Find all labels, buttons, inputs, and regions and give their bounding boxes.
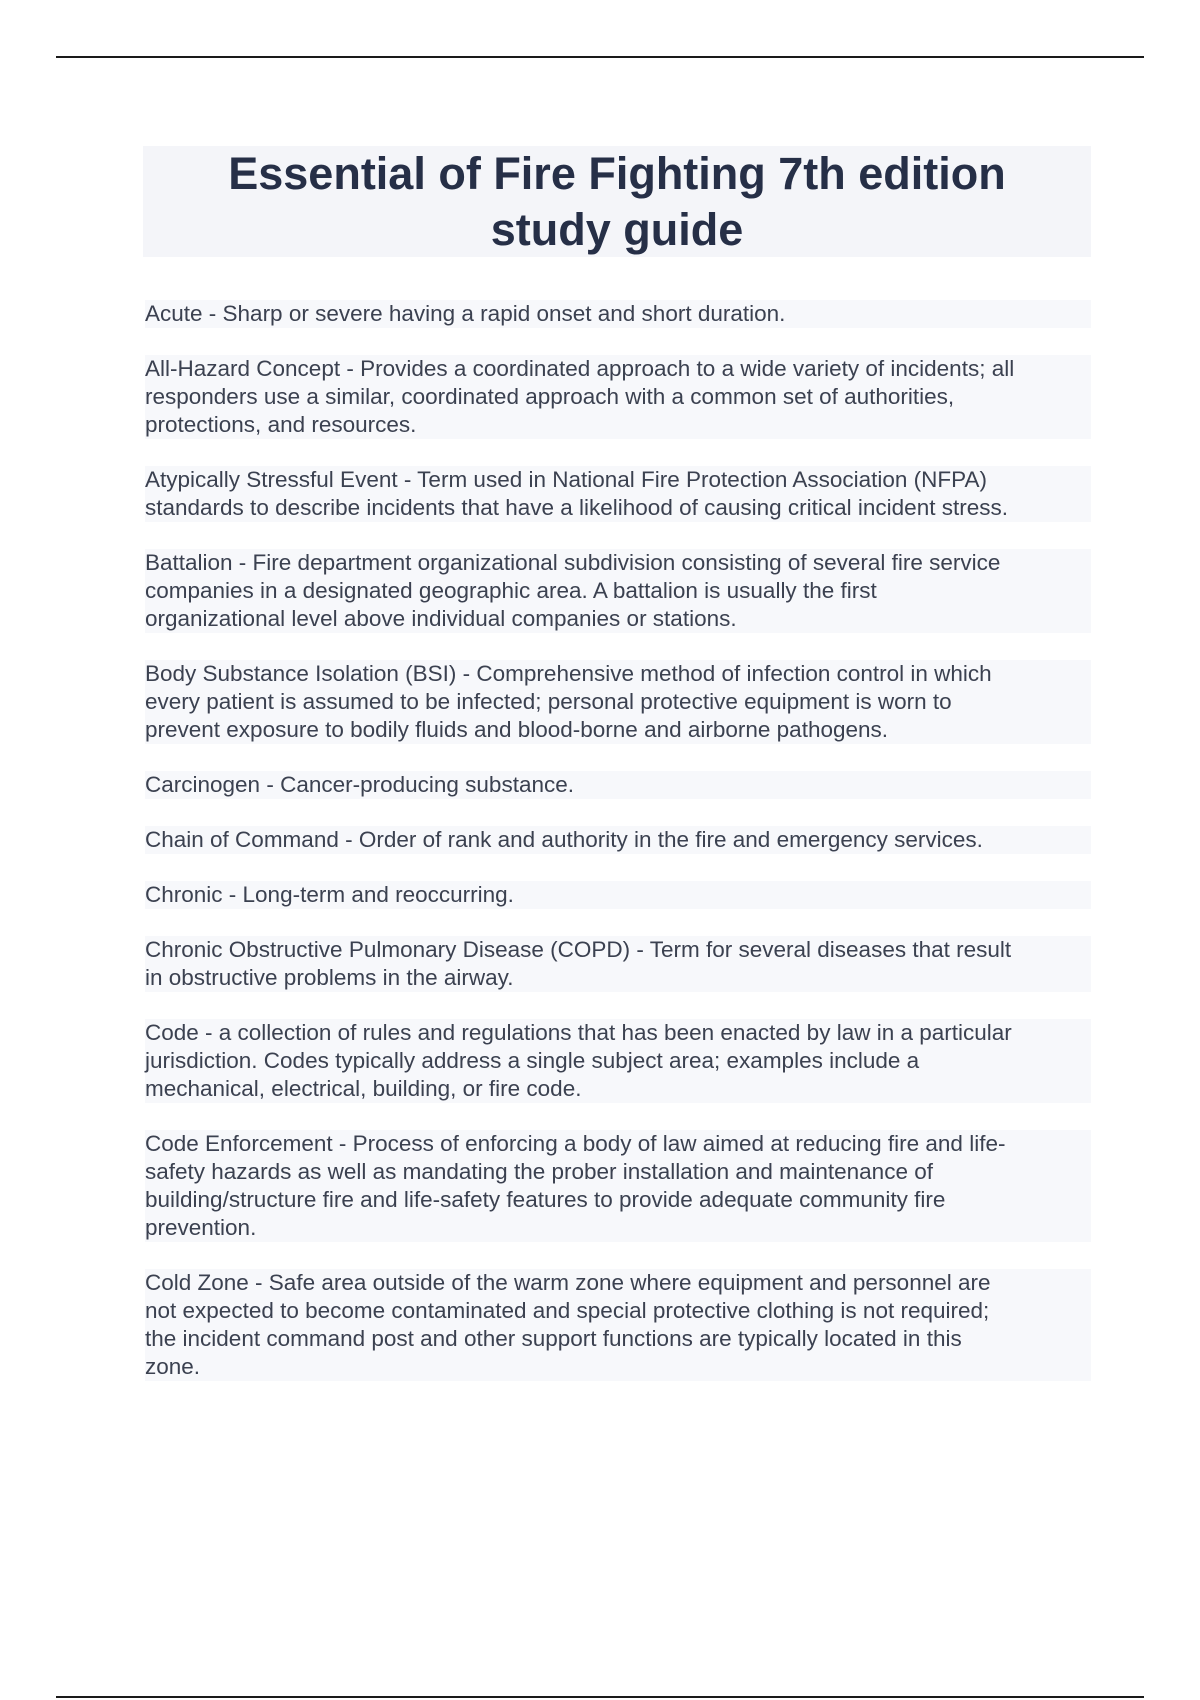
glossary-list bbox=[145, 300, 1091, 1408]
glossary-entry-atypically-stressful-event: Atypically Stressful Event - Term used in National Fire Protection Association (NFPA) standards to describe incidents that have a likelihood of causing critical incident stress. bbox=[145, 466, 1091, 522]
glossary-entry-code-enforcement: Code Enforcement - Process of enforcing a body of law aimed at reducing fire and life- safety hazards as well as mandating the prober installation and maintenance of building/structure fire and life-safety features to provide adequate community fire prevention. bbox=[145, 1130, 1091, 1242]
glossary-entry-body-substance-isolation: Body Substance Isolation (BSI) - Comprehensive method of infection control in which every patient is assumed to be infected; personal protective equipment is worn to prevent exposure to bodily fluids and blood-borne and airborne pathogens. bbox=[145, 660, 1091, 744]
bottom-divider bbox=[56, 1696, 1144, 1698]
glossary-entry-all-hazard-concept: All-Hazard Concept - Provides a coordinated approach to a wide variety of incidents; all responders use a similar, coordinated approach with a common set of authorities, protections, and resources. bbox=[145, 355, 1091, 439]
page-title: Essential of Fire Fighting 7th edition study guide bbox=[228, 147, 1006, 255]
glossary-entry-chain-of-command: Chain of Command - Order of rank and authority in the fire and emergency services. bbox=[145, 826, 1091, 854]
glossary-entry-acute: Acute - Sharp or severe having a rapid onset and short duration. bbox=[145, 300, 1091, 328]
glossary-entry-copd: Chronic Obstructive Pulmonary Disease (COPD) - Term for several diseases that result in obstructive problems in the airway. bbox=[145, 936, 1091, 992]
glossary-entry-carcinogen: Carcinogen - Cancer-producing substance. bbox=[145, 771, 1091, 799]
glossary-entry-chronic: Chronic - Long-term and reoccurring. bbox=[145, 881, 1091, 909]
top-divider bbox=[56, 56, 1144, 58]
glossary-entry-code: Code - a collection of rules and regulations that has been enacted by law in a particular jurisdiction. Codes typically address a single subject area; examples include a mechanical, electrical, building, or fire code. bbox=[145, 1019, 1091, 1103]
glossary-entry-battalion: Battalion - Fire department organizational subdivision consisting of several fire service companies in a designated geographic area. A battalion is usually the first organizational level above individual companies or stations. bbox=[145, 549, 1091, 633]
title-banner bbox=[143, 146, 1091, 257]
glossary-entry-cold-zone: Cold Zone - Safe area outside of the warm zone where equipment and personnel are not expected to become contaminated and special protective clothing is not required; the incident command post and other support functions are typically located in this zone. bbox=[145, 1269, 1091, 1381]
